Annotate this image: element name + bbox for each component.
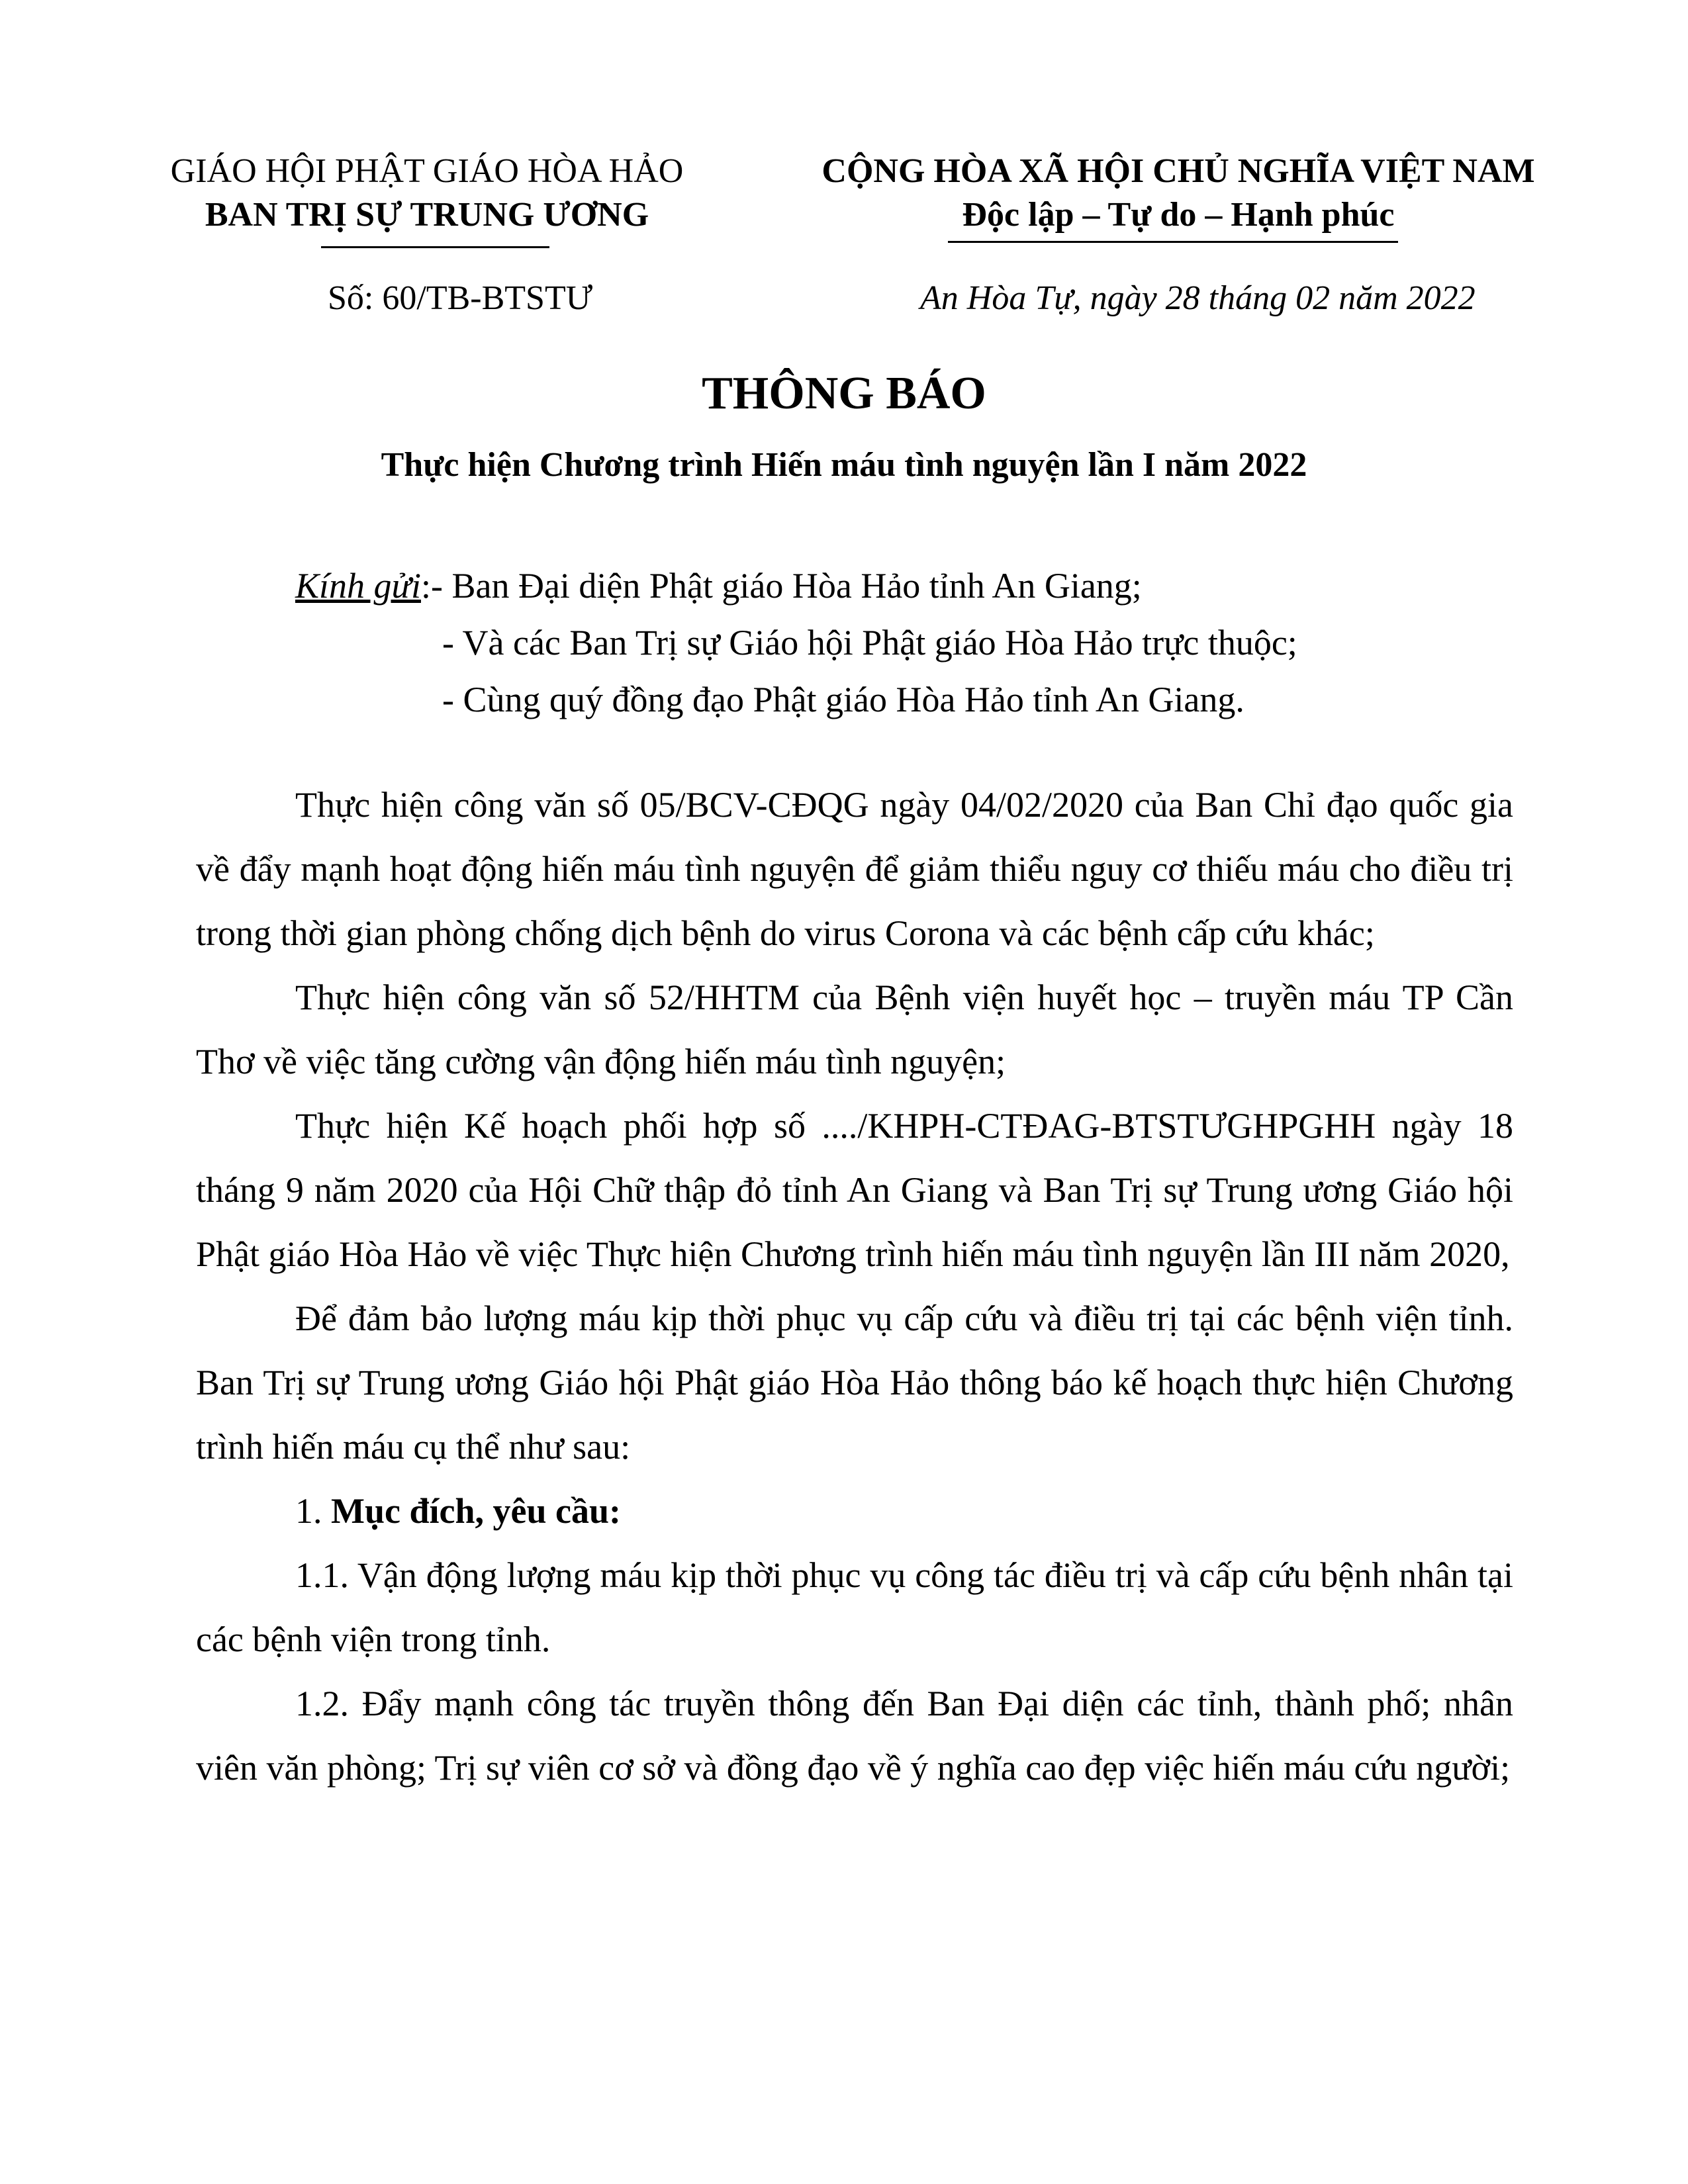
org-underline — [321, 246, 549, 248]
issuing-organization — [119, 150, 735, 237]
motto-underline — [948, 241, 1398, 243]
body-paragraph: 1.1. Vận động lượng máu kịp thời phục vụ công tác điều trị và cấp cứu bệnh nhân tại các bệnh viện trong tỉnh. — [196, 1555, 1513, 1659]
body-paragraph: Thực hiện công văn số 52/HHTM của Bệnh viện huyết học – truyền máu TP Cần Thơ về việc tăng cường vận động hiến máu tình nguyện; — [196, 978, 1513, 1081]
nation-motto: Độc lập – Tự do – Hạnh phúc — [962, 196, 1395, 234]
section-title: Mục đích, yêu cầu: — [331, 1491, 621, 1531]
body-paragraph: Thực hiện công văn số 05/BCV-CĐQG ngày 04/02/2020 của Ban Chỉ đạo quốc gia về đẩy mạnh hoạt động hiến máu tình nguyện để giảm thiểu nguy cơ thiếu máu cho điều trị trong thời gian phòng chống dịch bệnh do virus Corona và các bệnh cấp cứu khác; — [196, 785, 1513, 953]
document-number: Số: 60/TB-BTSTƯ — [328, 279, 593, 317]
org-name-line1: GIÁO HỘI PHẬT GIÁO HÒA HẢO — [170, 152, 684, 190]
nation-name: CỘNG HÒA XÃ HỘI CHỦ NGHĨA VIỆT NAM — [821, 152, 1535, 190]
section-number: 1. — [295, 1491, 331, 1531]
body-paragraph: Để đảm bảo lượng máu kịp thời phục vụ cấp cứu và điều trị tại các bệnh viện tỉnh. Ban Trị sự Trung ương Giáo hội Phật giáo Hòa Hảo thông báo kế hoạch thực hiện Chương trình hiến máu cụ thể như sau: — [196, 1298, 1513, 1467]
recipients-block — [295, 557, 1553, 728]
document-body — [196, 773, 1513, 1800]
national-motto — [781, 150, 1575, 237]
recipient-line-3: - Cùng quý đồng đạo Phật giáo Hòa Hảo tỉnh An Giang. — [442, 680, 1244, 719]
section-heading — [196, 1479, 1513, 1543]
recipient-line-1 — [295, 557, 1553, 614]
document-title: THÔNG BÁO — [702, 368, 986, 419]
recipient-1: :- Ban Đại diện Phật giáo Hòa Hảo tỉnh An Giang; — [420, 566, 1142, 606]
recipients-label: Kính gửi — [295, 566, 421, 606]
recipient-line-2: - Và các Ban Trị sự Giáo hội Phật giáo Hòa Hảo trực thuộc; — [442, 623, 1297, 662]
document-subtitle: Thực hiện Chương trình Hiến máu tình nguyện lần I năm 2022 — [381, 446, 1307, 484]
body-paragraph: 1.2. Đẩy mạnh công tác truyền thông đến Ban Đại diện các tỉnh, thành phố; nhân viên văn phòng; Trị sự viên cơ sở và đồng đạo về ý nghĩa cao đẹp việc hiến máu cứu người; — [196, 1684, 1513, 1788]
org-name-line2: BAN TRỊ SỰ TRUNG ƯƠNG — [205, 196, 649, 234]
body-paragraph: Thực hiện Kế hoạch phối hợp số ..../KHPH-CTĐAG-BTSTƯGHPGHH ngày 18 tháng 9 năm 2020 của Hội Chữ thập đỏ tỉnh An Giang và Ban Trị sự Trung ương Giáo hội Phật giáo Hòa Hảo về việc Thực hiện Chương trình hiến máu tình nguyện lần III năm 2020, — [196, 1106, 1513, 1274]
place-and-date: An Hòa Tự, ngày 28 tháng 02 năm 2022 — [920, 279, 1476, 317]
